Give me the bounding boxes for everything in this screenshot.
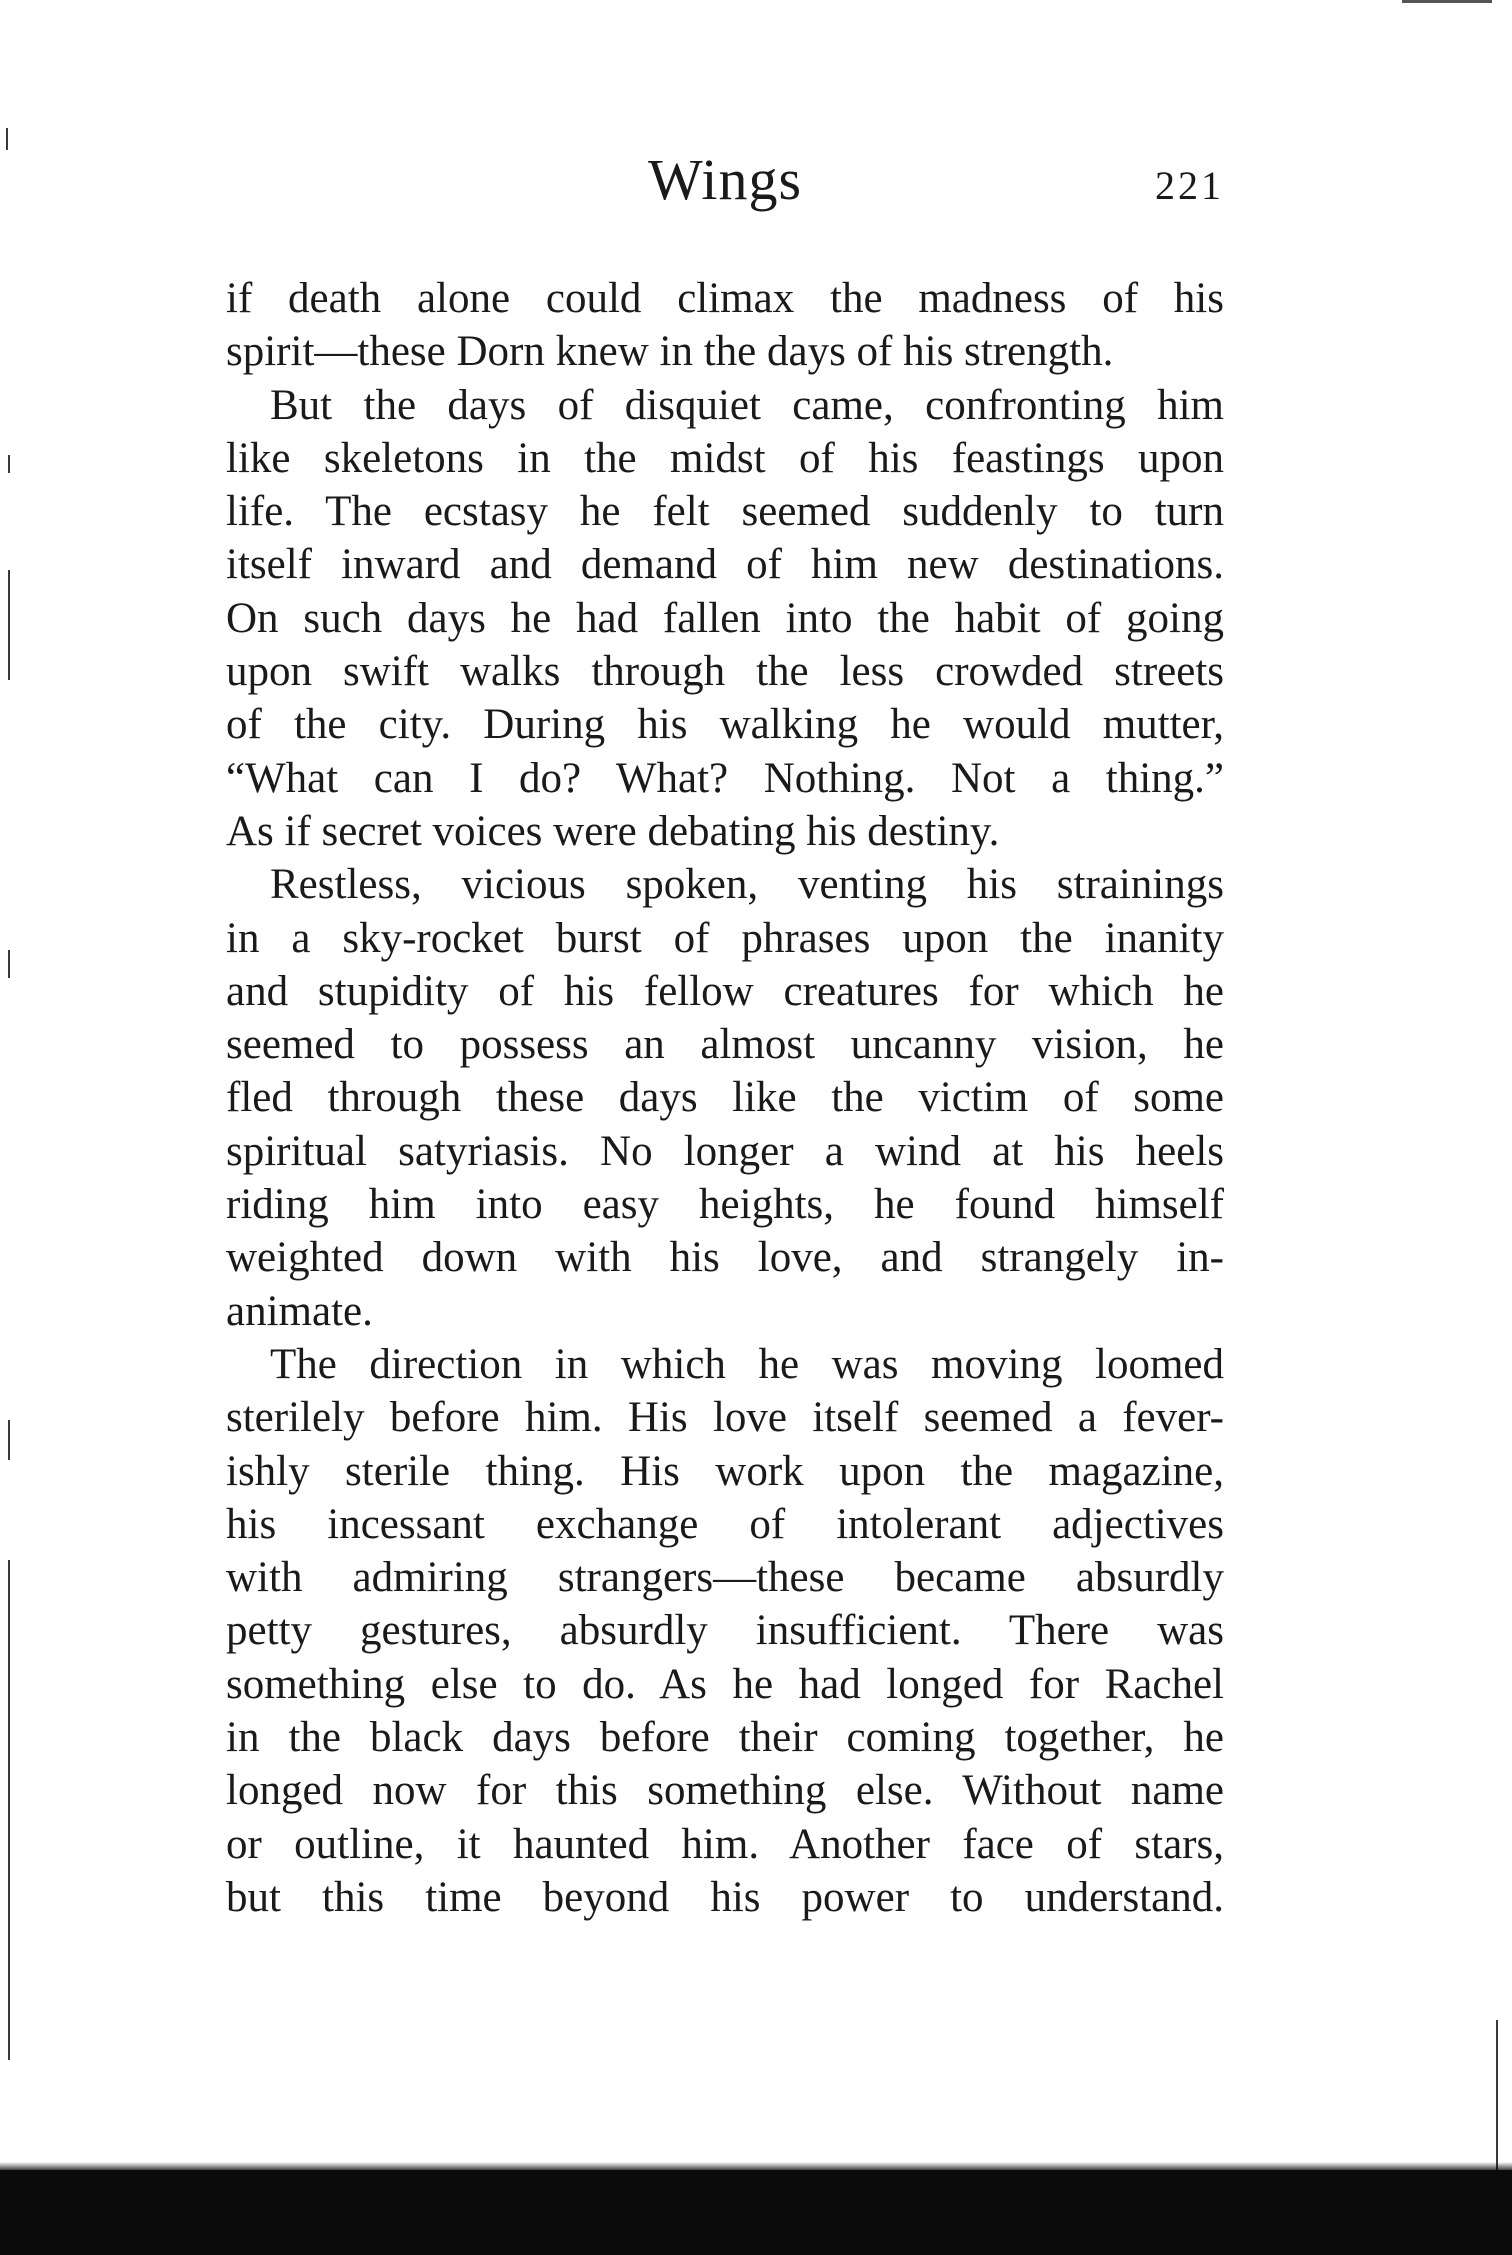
text-line: if death alone could climax the madness of his bbox=[226, 275, 1224, 322]
running-title: Wings bbox=[647, 147, 803, 212]
text-line: riding him into easy heights, he found himself bbox=[226, 1181, 1224, 1229]
text-line: his incessant exchange of intolerant adjectives bbox=[226, 1500, 1224, 1548]
text-line: or outline, it haunted him. Another face of stars, bbox=[226, 1820, 1224, 1868]
text-line: fled through these days like the victim of some bbox=[226, 1074, 1224, 1122]
text-line: but this time beyond his power to understand. bbox=[226, 1873, 1224, 1921]
text-line: upon swift walks through the less crowded streets bbox=[226, 648, 1224, 696]
text-line: weighted down with his love, and strangely in- bbox=[226, 1234, 1224, 1282]
page-number: 221 bbox=[1155, 163, 1224, 208]
text-line: spirit—these Dorn knew in the days of his strength. bbox=[226, 328, 1114, 376]
text-line: longed now for this something else. Without name bbox=[226, 1767, 1224, 1815]
text-line: But the days of disquiet came, confronting him bbox=[270, 381, 1224, 429]
left-margin-scan-mark bbox=[8, 570, 10, 680]
text-line: in the black days before their coming together, he bbox=[226, 1714, 1224, 1762]
paragraph bbox=[226, 272, 1224, 379]
text-line: “What can I do? What? Nothing. Not a thing.” bbox=[226, 754, 1224, 802]
right-margin-scan-mark bbox=[1496, 2020, 1498, 2170]
text-line: On such days he had fallen into the habit of going bbox=[226, 594, 1224, 642]
text-line: seemed to possess an almost uncanny vision, he bbox=[226, 1021, 1224, 1069]
text-line: with admiring strangers—these became absurdly bbox=[226, 1554, 1224, 1602]
text-line: like skeletons in the midst of his feastings upon bbox=[226, 434, 1224, 482]
text-line: in a sky-rocket burst of phrases upon the inanity bbox=[226, 914, 1224, 962]
text-line: and stupidity of his fellow creatures for which he bbox=[226, 967, 1224, 1015]
paragraph bbox=[226, 1338, 1224, 1924]
text-line: Restless, vicious spoken, venting his strainings bbox=[270, 861, 1224, 909]
text-line: As if secret voices were debating his destiny. bbox=[226, 807, 1000, 855]
body-text bbox=[226, 272, 1224, 1924]
text-line: itself inward and demand of him new destinations. bbox=[226, 541, 1224, 589]
text-line: sterilely before him. His love itself seemed a fever- bbox=[226, 1394, 1224, 1442]
left-margin-scan-mark bbox=[6, 128, 8, 150]
left-margin-scan-mark bbox=[8, 950, 10, 978]
text-line: of the city. During his walking he would mutter, bbox=[226, 701, 1224, 749]
paragraph bbox=[226, 858, 1224, 1338]
text-line: petty gestures, absurdly insufficient. There was bbox=[226, 1607, 1224, 1655]
left-margin-scan-mark bbox=[8, 1560, 10, 2060]
text-line: ishly sterile thing. His work upon the magazine, bbox=[226, 1447, 1224, 1495]
text-line: something else to do. As he had longed for Rachel bbox=[226, 1660, 1224, 1708]
paragraph bbox=[226, 379, 1224, 859]
text-line: The direction in which he was moving loomed bbox=[270, 1340, 1224, 1388]
page-header bbox=[226, 140, 1224, 220]
text-line: animate. bbox=[226, 1287, 373, 1335]
text-line: spiritual satyriasis. No longer a wind at his heels bbox=[226, 1127, 1224, 1175]
scan-bottom-shadow bbox=[0, 2162, 1512, 2170]
text-line: life. The ecstasy he felt seemed suddenly to turn bbox=[226, 488, 1224, 536]
left-margin-scan-mark bbox=[8, 455, 10, 473]
left-margin-scan-mark bbox=[8, 1420, 10, 1460]
scan-corner-mark bbox=[1402, 0, 1492, 3]
scan-bottom-border bbox=[0, 2170, 1512, 2255]
